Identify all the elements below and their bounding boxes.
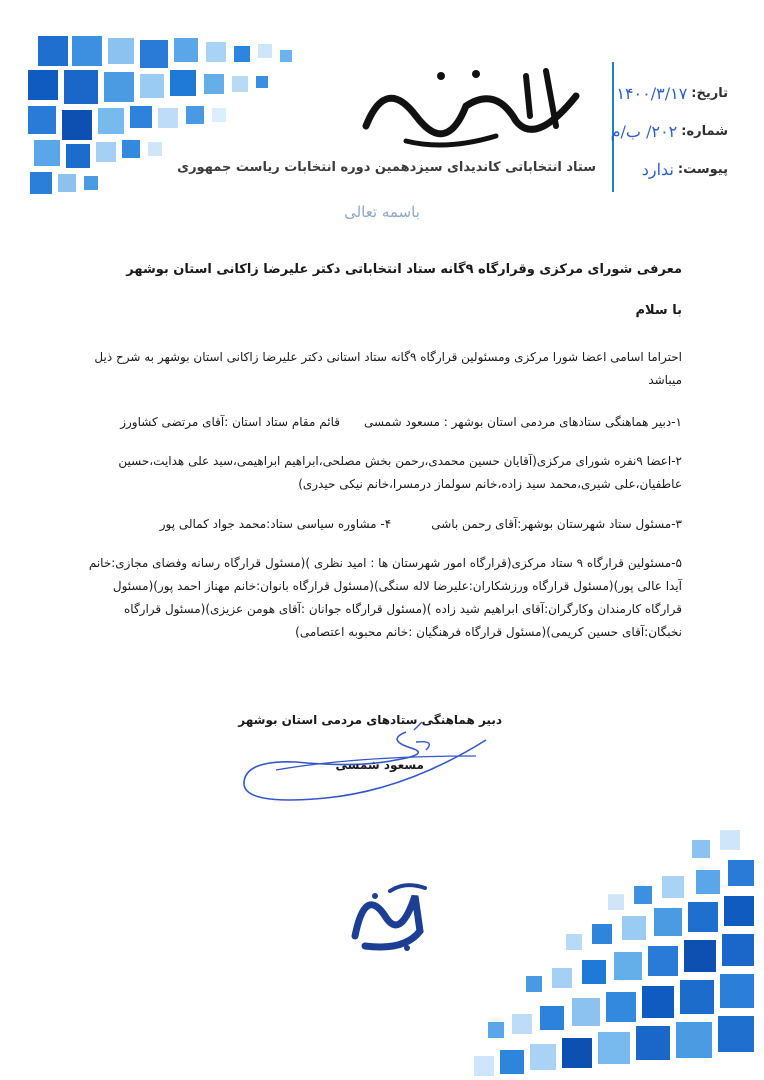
item-1-deputy: قائم مقام ستاد استان :آقای مرتضی کشاورز [120, 415, 340, 429]
date-value: ۱۴۰۰/۳/۱۷ [616, 83, 688, 103]
attachment-label: پیوست: [677, 161, 728, 177]
item-2: ۲-اعضا ۹نفره شورای مرکزی(آقایان حسین محمدی،رحمن بخش مصلحی،ابراهیم ابراهیمی،سید علی هدایت،حسین عاطفیان،علی شیری،محمد سید زاده،خانم سولماز درمسرا،خانم نیکی حیدری) [118, 454, 682, 491]
item-3-city-hq: ۳-مسئول ستاد شهرستان بوشهر:آقای رحمن باشی [431, 517, 682, 531]
date-label: تاریخ: [691, 85, 728, 101]
candidate-logo-title [346, 56, 596, 156]
number-label: شماره: [681, 123, 728, 139]
item-4-political-advisor: ۴- مشاوره سیاسی ستاد:محمد جواد کمالی پور [159, 517, 392, 531]
item-1 [82, 411, 682, 434]
attachment-value: ندارد [641, 159, 674, 179]
greeting: با سلام [635, 303, 682, 318]
attachment-row [598, 150, 728, 188]
number-row [598, 112, 728, 150]
campaign-hq-line: ستاد انتخاباتی کاندیدای سیزدهمین دوره انتخابات ریاست جمهوری [177, 160, 596, 175]
letter-meta [598, 74, 728, 188]
date-row [598, 74, 728, 112]
number-value: ۲۰۲/ ب/م [610, 121, 678, 141]
bottom-calligraphy-logo [345, 876, 435, 960]
item-1-secretary: ۱-دبیر هماهنگی ستادهای مردمی استان بوشهر : مسعود شمسی [363, 415, 682, 429]
bismillah-heading: باسمه تعالی [344, 203, 420, 221]
item-5: ۵-مسئولین قرارگاه ۹ ستاد مرکزی(قرارگاه امور شهرستان ها : امید نظری )(مسئول قرارگاه رسانه وفضای مجازی:خانم آیدا عالی پور)(مسئول قرارگاه ورزشکاران:علیرضا لاله سنگی)(مسئول قرارگاه بانوان:خانم مهناز احمد پور)(مسئول قرارگاه کارمندان وکارگران:آقای ابراهیم شید زاده )(مسئول قرارگاه جوانان :آقای هومن عزیزی)(مسئول قرارگاه نخبگان:آقای حسین کریمی)(مسئول قرارگاه فرهنگیان :خانم محبوبه اعتصامی) [88, 556, 682, 639]
letter-subject: معرفی شورای مرکزی وقرارگاه ۹گانه ستاد انتخاباتی دکتر علیرضا زاکانی استان بوشهر [126, 262, 682, 277]
item-3 [82, 513, 682, 536]
intro-paragraph: احتراما اسامی اعضا شورا مرکزی ومسئولین قرارگاه ۹گانه ستاد استانی دکتر علیرضا زاکانی استان بوشهر به شرح ذیل میباشد [94, 350, 682, 387]
signatory-name: مسعود شمسی [335, 758, 424, 772]
logo-title-text: دکتر علیرضا زاکانی [583, 151, 591, 152]
signatory-title: دبیر هماهنگی ستادهای مردمی استان بوشهر [238, 713, 502, 727]
bottom-right-tile-mosaic [470, 830, 760, 1080]
